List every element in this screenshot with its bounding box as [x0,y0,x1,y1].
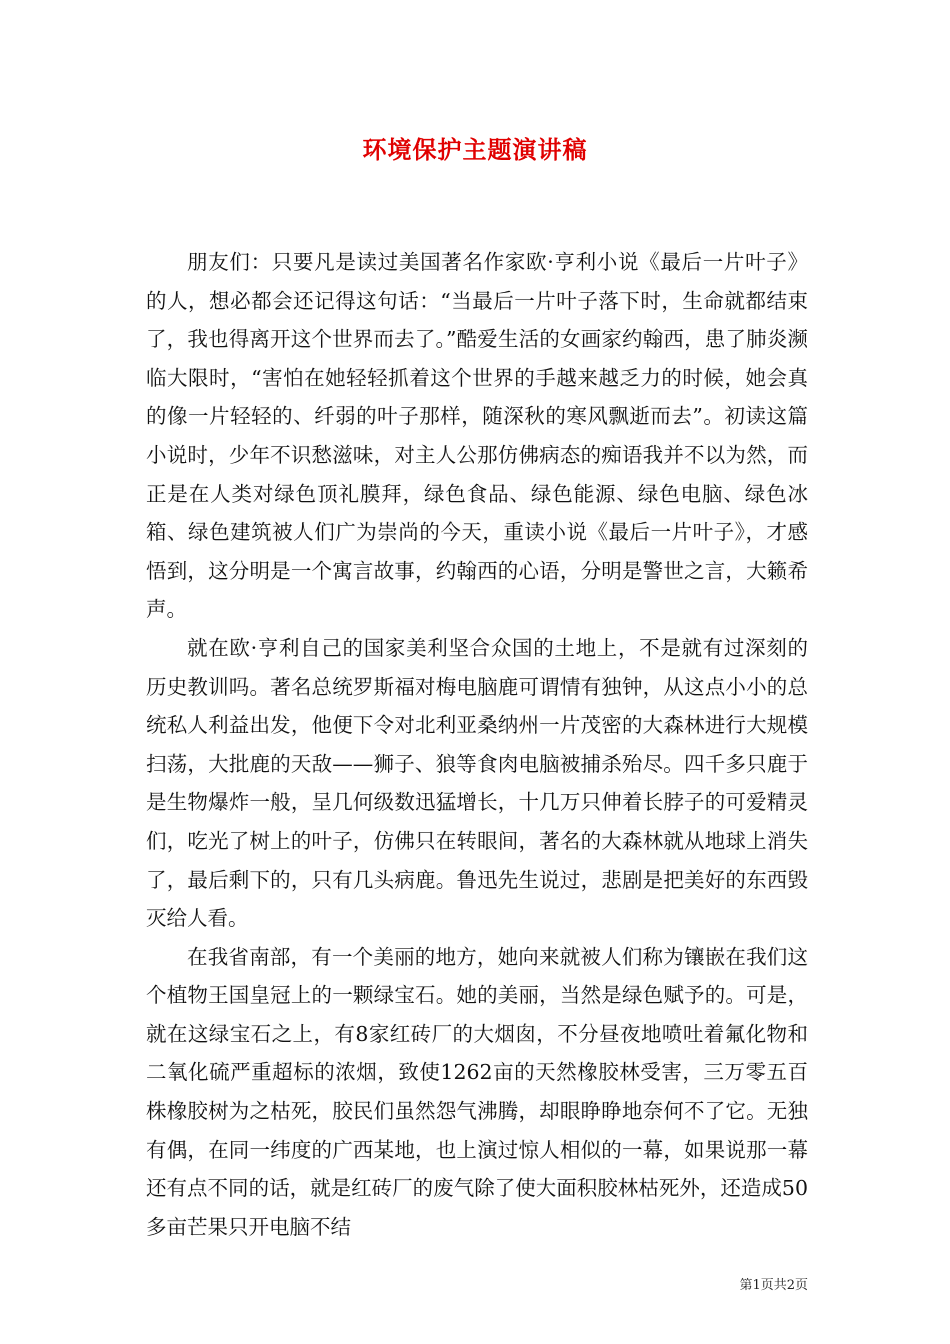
page-number: 第1页共2页 [739,1278,808,1293]
paragraph-3: 在我省南部，有一个美丽的地方，她向来就被人们称为镶嵌在我们这个植物王国皇冠上的一颗绿宝石。她的美丽，当然是绿色赋予的。可是，就在这绿宝石之上，有8家红砖厂的大烟囱，不分昼夜地喷吐着氟化物和二氧化硫严重超标的浓烟，致使1262亩的天然橡胶林受害，三万零五百株橡胶树为之枯死，胶民们虽然怨气沸腾，却眼睁睁地奈何不了它。无独有偶，在同一纬度的广西某地，也上演过惊人相似的一幕，如果说那一幕还有点不同的话，就是红砖厂的废气除了使大面积胶林枯死外，还造成50多亩芒果只开电脑不结 [146,944,808,1239]
paragraph-1: 朋友们：只要凡是读过美国著名作家欧·亨利小说《最后一片叶子》的人，想必都会还记得这句话：“当最后一片叶子落下时，生命就都结束了，我也得离开这个世界而去了。”酷爱生活的女画家约翰西，患了肺炎濒临大限时，“害怕在她轻轻抓着这个世界的手越来越乏力的时候，她会真的像一片轻轻的、纤弱的叶子那样，随深秋的寒风飘逝而去”。初读这篇小说时，少年不识愁滋味，对主人公那仿佛病态的痴语我并不以为然，而正是在人类对绿色顶礼膜拜，绿色食品、绿色能源、绿色电脑、绿色冰箱、绿色建筑被人们广为崇尚的今天，重读小说《最后一片叶子》，才感悟到，这分明是一个寓言故事，约翰西的心语，分明是警世之言，大籁希声。 [146,250,808,622]
document-body [146,243,808,1246]
page-title: 环境保护主题演讲稿 [362,135,588,164]
paragraph-2: 就在欧·亨利自己的国家美利坚合众国的土地上，不是就有过深刻的历史教训吗。著名总统罗斯福对梅电脑鹿可谓情有独钟，从这点小小的总统私人利益出发，他便下令对北利亚桑纳州一片茂密的大森林进行大规模扫荡，大批鹿的天敌——狮子、狼等食肉电脑被捕杀殆尽。四千多只鹿于是生物爆炸一般，呈几何级数迅猛增长，十几万只伸着长脖子的可爱精灵们，吃光了树上的叶子，仿佛只在转眼间，著名的大森林就从地球上消失了，最后剩下的，只有几头病鹿。鲁迅先生说过，悲剧是把美好的东西毁灭给人看。 [146,635,808,931]
